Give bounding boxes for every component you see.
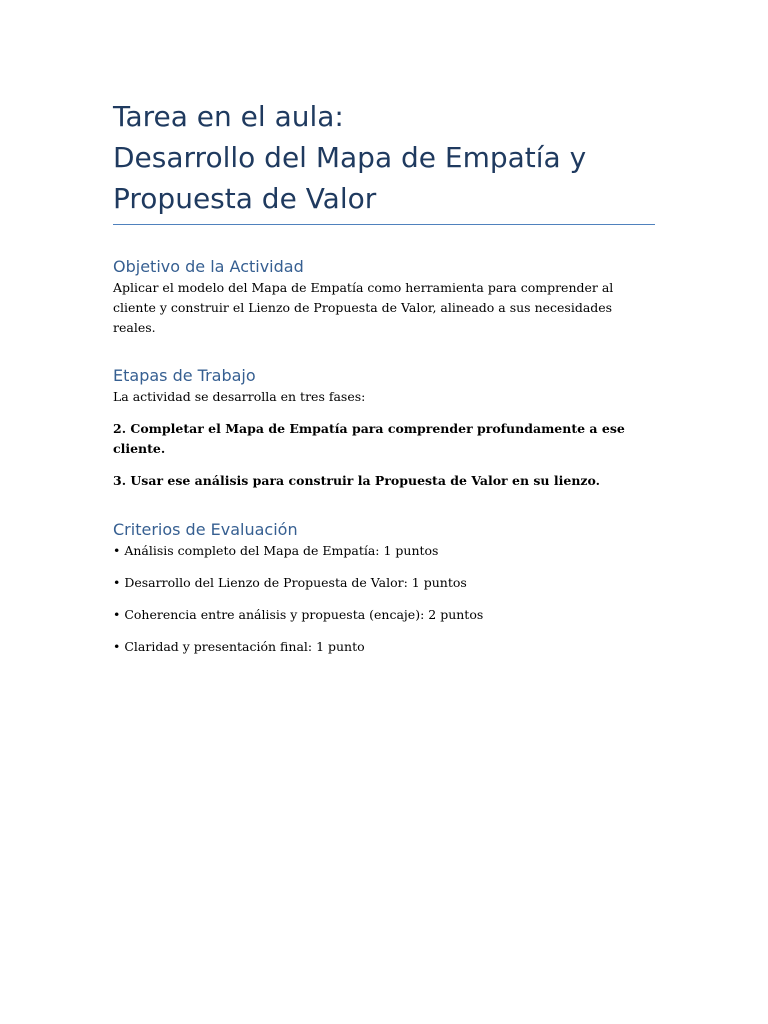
- criteria-item: • Coherencia entre análisis y propuesta (encaje): 2 puntos: [113, 607, 484, 622]
- stage-item: 3. Usar ese análisis para construir la Propuesta de Valor en su lienzo.: [113, 473, 600, 488]
- stage-item: 2. Completar el Mapa de Empatía para comprender profundamente a ese cliente.: [113, 421, 625, 456]
- stages-intro: La actividad se desarrolla en tres fases:: [113, 389, 366, 404]
- criteria-item: • Análisis completo del Mapa de Empatía: 1 puntos: [113, 543, 439, 558]
- criteria-list: [113, 541, 655, 657]
- criteria-item: • Desarrollo del Lienzo de Propuesta de Valor: 1 puntos: [113, 575, 467, 590]
- objective-heading: Objetivo de la Actividad: [113, 257, 304, 276]
- document-title: [113, 96, 655, 219]
- title-divider: [113, 224, 655, 225]
- title-line-2: Desarrollo del Mapa de Empatía y: [113, 141, 587, 174]
- stages-heading: Etapas de Trabajo: [113, 366, 256, 385]
- title-line-1: Tarea en el aula:: [113, 100, 344, 133]
- objective-paragraph: Aplicar el modelo del Mapa de Empatía como herramienta para comprender al cliente y construir el Lienzo de Propuesta de Valor, alineado a sus necesidades reales.: [113, 280, 614, 335]
- criteria-heading: Criterios de Evaluación: [113, 520, 298, 539]
- title-line-3: Propuesta de Valor: [113, 182, 377, 215]
- criteria-item: • Claridad y presentación final: 1 punto: [113, 639, 365, 654]
